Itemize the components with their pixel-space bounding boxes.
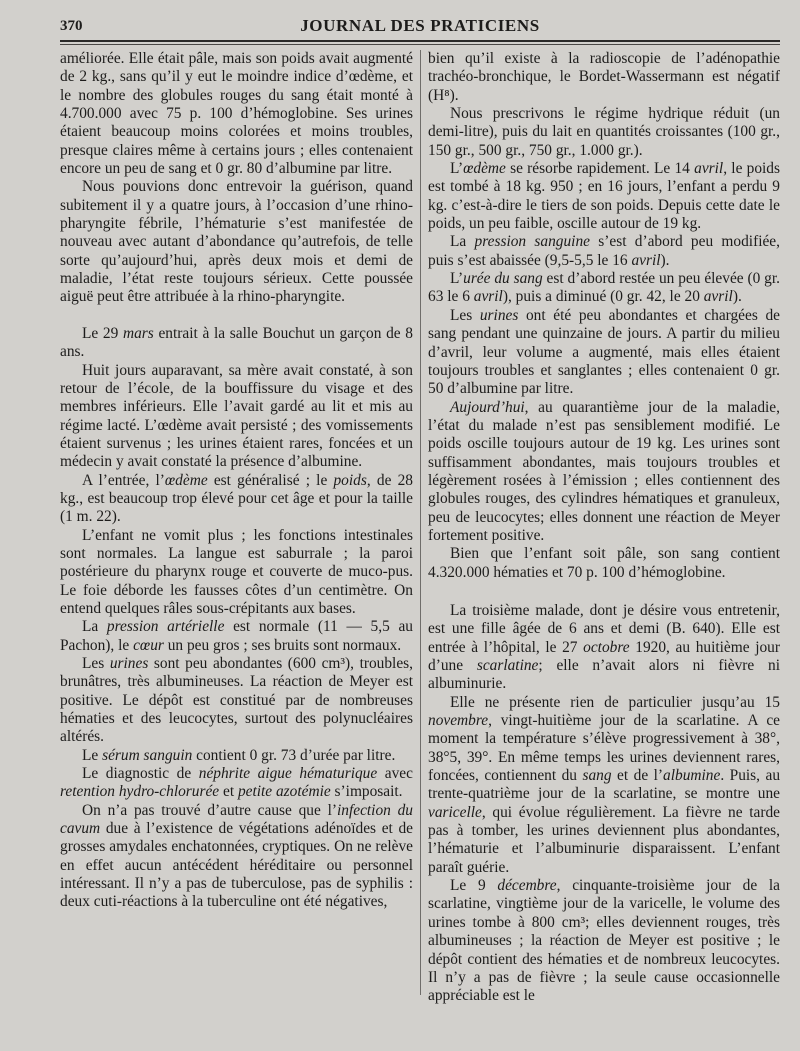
column-divider bbox=[420, 50, 421, 995]
journal-title: JOURNAL DES PRATICIENS bbox=[300, 16, 540, 35]
paragraph: L’œdème se résorbe rapidement. Le 14 avril, le poids est tombé à 18 kg. 950 ; en 16 jours, l’enfant a perdu 9 kg. c’est-à-dire le tiers de son poids. Depuis cette date le poids, un peu faible, oscille autour de 19 kg. bbox=[428, 160, 780, 233]
paragraph: Nous prescrivons le régime hydrique réduit (un demi-litre), puis du lait en quantités croissantes (100 gr., 150 gr., 500 gr., 750 gr., 1.000 gr.). bbox=[428, 105, 780, 159]
page-number: 370 bbox=[60, 18, 83, 34]
paragraph: A l’entrée, l’œdème est généralisé ; le poids, de 28 kg., est beaucoup trop élevé pour cet âge et pour la taille (1 m. 22). bbox=[60, 471, 413, 526]
paragraph: Le diagnostic de néphrite aigue hématurique avec retention hydro-chlorurée et petite azotémie s’imposait. bbox=[60, 765, 413, 801]
paragraph: On n’a pas trouvé d’autre cause que l’infection du cavum due à l’existence de végétations adénoïdes et de grosses amydales enchatonnées, cryptiques. On ne relève en effet aucun antécédent héréditaire ou personnel intéressant. Il n’y a pas de tuberculose, pas de syphilis : deux cuti-réactions à la tuberculine ont été négatives, bbox=[60, 801, 413, 911]
paragraph: Bien que l’enfant soit pâle, son sang contient 4.320.000 hématies et 70 p. 100 d’hémoglobine. bbox=[428, 545, 780, 581]
right-column bbox=[428, 50, 780, 1045]
paragraph: L’urée du sang est d’abord restée un peu élevée (0 gr. 63 le 6 avril), puis a diminué (0 gr. 42, le 20 avril). bbox=[428, 270, 780, 306]
paragraph: Huit jours auparavant, sa mère avait constaté, à son retour de l’école, de la bouffissure du visage et des membres inférieurs. Elle l’avait gardé au lit et mis au régime lacté. L’œdème avait persisté ; des vomissements étaient survenus ; les urines étaient rares, foncées et un médecin y avait constaté la présence d’albumine. bbox=[60, 361, 413, 471]
header-rule-thin bbox=[60, 44, 780, 45]
page-header bbox=[60, 14, 780, 42]
left-column bbox=[60, 50, 413, 1045]
paragraph: Les urines sont peu abondantes (600 cm³), troubles, brunâtres, très albumineuses. La réaction de Meyer est positive. Le dépôt est constitué par de nombreuses hématies et des leucocytes, surtout des polynucléaires altérés. bbox=[60, 655, 413, 746]
paragraph: Le sérum sanguin contient 0 gr. 73 d’urée par litre. bbox=[82, 746, 396, 764]
paragraph: La troisième malade, dont je désire vous entretenir, est une fille âgée de 6 ans et demi (B. 640). Elle est entrée à l’hôpital, le 27 octobre 1920, au huitième jour d’une scarlatine; elle n’avait alors ni fièvre ni albuminurie. bbox=[428, 601, 780, 693]
paragraph: Le 9 décembre, cinquante-troisième jour de la scarlatine, vingtième jour de la varicelle, le volume des urines tombe à 800 cm³; elles deviennent rouges, très albumineuses ; la réaction de Meyer est positive ; le dépôt contient des hématies et de nombreux leucocytes. Il n’y a pas de fièvre ; la seule cause occasionnelle appréciable est le bbox=[428, 877, 780, 1005]
paragraph: améliorée. Elle était pâle, mais son poids avait augmenté de 2 kg., sans qu’il y eut le moindre indice d’œdème, et le nombre des globules rouges du sang était monté à 4.700.000 avec 75 p. 100 d’hémoglobine. Ses urines étaient beaucoup moins colorées et moins troubles, presque claires même à certains jours ; elles contenaient encore un peu de sang et 0 gr. 80 d’albumine par litre. bbox=[60, 50, 413, 178]
paragraph: La pression artérielle est normale (11 — 5,5 au Pachon), le cœur un peu gros ; ses bruits sont normaux. bbox=[60, 618, 413, 654]
paragraph: Nous pouvions donc entrevoir la guérison, quand subitement il y a quatre jours, à l’occasion d’une rhino-pharyngite fébrile, l’hématurie s’est manifestée de nouveau avec autant d’abondance qu’autrefois, de telle sorte qu’aujourd’hui, après deux mois et demi de maladie, l’état reste toujours sérieux. Cette poussée aiguë peut être attribuée à la rhino-pharyngite. bbox=[60, 178, 413, 306]
paragraph: Aujourd’hui, au quarantième jour de la maladie, l’état du malade n’est pas sensiblement modifié. Le poids oscille toujours autour de 19 kg. Les urines sont suffisamment abondantes, mais toujours troubles et légèrement rosées à l’émission ; elles contiennent des globules rouges, des cylindres hématiques et granuleux, peu de leucocytes; elles donnent une réaction de Meyer fortement positive. bbox=[428, 398, 780, 544]
paragraph: Le 29 mars entrait à la salle Bouchut un garçon de 8 ans. bbox=[60, 324, 413, 361]
paragraph: Les urines ont été peu abondantes et chargées de sang pendant une quinzaine de jours. A partir du milieu d’avril, leur volume a augmenté, mais elles étaient toujours troubles et sanglantes ; elles contenaient 0 gr. 50 d’albumine par litre. bbox=[428, 306, 780, 398]
paragraph: La pression sanguine s’est d’abord peu modifiée, puis s’est abaissée (9,5-5,5 le 16 avril). bbox=[428, 233, 780, 269]
paragraph: Elle ne présente rien de particulier jusqu’au 15 novembre, vingt-huitième jour de la scarlatine. A ce moment la température s’élève progressivement à 38°, 38°5, 39°. En même temps les urines deviennent rares, foncées, contiennent du sang et de l’albumine. Puis, au trente-quatrième jour de la scarlatine, se montre une varicelle, qui évolue régulièrement. La fièvre ne tarde pas à tomber, les urines deviennent plus abondantes, l’hématurie et l’albuminurie disparaissent. L’enfant paraît guérie. bbox=[428, 693, 780, 876]
paragraph: bien qu’il existe à la radioscopie de l’adénopathie trachéo-bronchique, le Bordet-Wassermann est négatif (H⁸). bbox=[428, 50, 780, 104]
header-rule bbox=[60, 40, 780, 42]
paragraph: L’enfant ne vomit plus ; les fonctions intestinales sont normales. La langue est saburrale ; la paroi postérieure du pharynx rouge et couverte de muco-pus. Le foie déborde les fausses côtes d’un centimètre. On entend quelques râles sous-crépitants aux bases. bbox=[60, 526, 413, 617]
